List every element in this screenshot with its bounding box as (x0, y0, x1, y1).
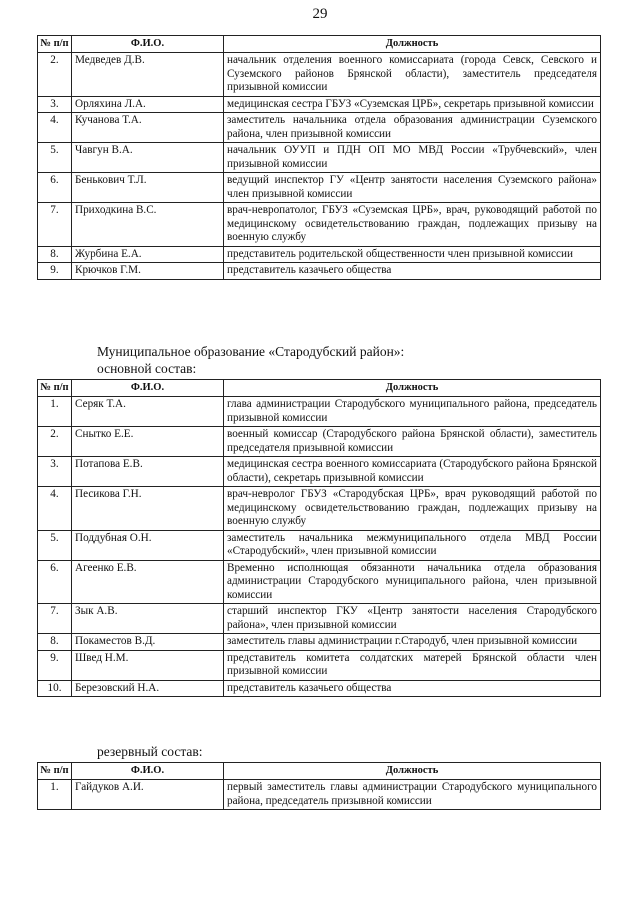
member-name: Поддубная О.Н. (72, 530, 224, 560)
member-name: Медведев Д.В. (72, 53, 224, 97)
header-name: Ф.И.О. (72, 763, 224, 780)
member-name: Чавгун В.А. (72, 143, 224, 173)
table-row (38, 427, 601, 457)
commission-table-2 (37, 379, 601, 697)
header-name: Ф.И.О. (72, 380, 224, 397)
table-row (38, 560, 601, 604)
member-name: Агеенко Е.В. (72, 560, 224, 604)
member-name: Снытко Е.Е. (72, 427, 224, 457)
member-name: Потапова Е.В. (72, 457, 224, 487)
section-heading (37, 343, 600, 377)
table-row (38, 397, 601, 427)
row-number: 7. (38, 203, 72, 247)
member-name: Покаместов В.Д. (72, 634, 224, 651)
table-row (38, 96, 601, 113)
member-name: Песикова Г.Н. (72, 487, 224, 531)
header-position: Должность (224, 36, 601, 53)
member-position: заместитель главы администрации г.Стародуб, член призывной комиссии (224, 634, 601, 651)
row-number: 8. (38, 246, 72, 263)
table-body-3 (38, 780, 601, 810)
row-number: 6. (38, 560, 72, 604)
table-body-1 (38, 53, 601, 280)
member-name: Кучанова Т.А. (72, 113, 224, 143)
header-num: № п/п (38, 36, 72, 53)
member-position: врач-невропатолог, ГБУЗ «Суземская ЦРБ», врач, руководящий работой по медицинскому освидетельствованию граждан, подлежащих призыву на военную службу (224, 203, 601, 247)
row-number: 10. (38, 680, 72, 697)
member-position: заместитель начальника межмуниципального отдела МВД России «Стародубский», член призывной комиссии (224, 530, 601, 560)
row-number: 2. (38, 53, 72, 97)
member-position: представитель родительской общественности член призывной комиссии (224, 246, 601, 263)
member-position: медицинская сестра ГБУЗ «Суземская ЦРБ», секретарь призывной комиссии (224, 96, 601, 113)
section-starodub-reserve (37, 743, 600, 810)
member-name: Крючков Г.М. (72, 263, 224, 280)
header-position: Должность (224, 763, 601, 780)
row-number: 1. (38, 397, 72, 427)
section-suzemka-continued (37, 35, 600, 280)
row-number: 3. (38, 96, 72, 113)
member-position: представитель комитета солдатских матерей Брянской области член призывной комиссии (224, 650, 601, 680)
header-num: № п/п (38, 380, 72, 397)
table-header-row (38, 380, 601, 397)
table-row (38, 246, 601, 263)
municipality-title: Муниципальное образование «Стародубский район»: (97, 344, 405, 359)
header-num: № п/п (38, 763, 72, 780)
member-name: Орляхина Л.А. (72, 96, 224, 113)
table-row (38, 780, 601, 810)
member-name: Бенькович Т.Л. (72, 173, 224, 203)
member-position: медицинская сестра военного комиссариата (Стародубского района Брянской области), секретарь призывной комиссии (224, 457, 601, 487)
row-number: 7. (38, 604, 72, 634)
row-number: 1. (38, 780, 72, 810)
member-position: заместитель начальника отдела образования администрации Суземского района, член призывной комиссии (224, 113, 601, 143)
header-name: Ф.И.О. (72, 36, 224, 53)
row-number: 3. (38, 457, 72, 487)
table-row (38, 680, 601, 697)
member-position: глава администрации Стародубского муниципального района, председатель призывной комиссии (224, 397, 601, 427)
commission-table-3 (37, 762, 601, 810)
member-name: Гайдуков А.И. (72, 780, 224, 810)
table-row (38, 113, 601, 143)
row-number: 9. (38, 650, 72, 680)
row-number: 4. (38, 113, 72, 143)
table-row (38, 650, 601, 680)
member-name: Швед Н.М. (72, 650, 224, 680)
member-position: военный комиссар (Стародубского района Брянской области), заместитель председателя призывной комиссии (224, 427, 601, 457)
member-position: представитель казачьего общества (224, 263, 601, 280)
member-position: начальник отделения военного комиссариата (города Севск, Севского и Суземского районов Брянской области), заместитель председателя призывной комиссии (224, 53, 601, 97)
member-position: первый заместитель главы администрации Стародубского муниципального района, председатель призывной комиссии (224, 780, 601, 810)
member-name: Журбина Е.А. (72, 246, 224, 263)
table-row (38, 53, 601, 97)
table-row (38, 203, 601, 247)
row-number: 9. (38, 263, 72, 280)
composition-label: основной состав: (97, 361, 197, 376)
row-number: 5. (38, 530, 72, 560)
commission-table-1 (37, 35, 601, 280)
member-name: Зык А.В. (72, 604, 224, 634)
row-number: 6. (38, 173, 72, 203)
row-number: 5. (38, 143, 72, 173)
table-row (38, 604, 601, 634)
row-number: 4. (38, 487, 72, 531)
table-row (38, 173, 601, 203)
table-header-row (38, 763, 601, 780)
member-position: ведущий инспектор ГУ «Центр занятости населения Суземского района» член призывной комиссии (224, 173, 601, 203)
row-number: 2. (38, 427, 72, 457)
member-position: врач-невролог ГБУЗ «Стародубская ЦРБ», врач руководящий работой по медицинскому освидетельствованию граждан, подлежащих призыву на военную службу (224, 487, 601, 531)
member-name: Серяк Т.А. (72, 397, 224, 427)
table-row (38, 487, 601, 531)
table-row (38, 263, 601, 280)
header-position: Должность (224, 380, 601, 397)
member-name: Березовский Н.А. (72, 680, 224, 697)
table-row (38, 530, 601, 560)
member-name: Приходкина В.С. (72, 203, 224, 247)
table-header-row (38, 36, 601, 53)
page-number: 29 (312, 6, 328, 22)
composition-label: резервный состав: (97, 744, 203, 759)
section-starodub-main (37, 343, 600, 697)
member-position: представитель казачьего общества (224, 680, 601, 697)
table-row (38, 634, 601, 651)
section-heading (37, 743, 600, 760)
table-body-2 (38, 397, 601, 697)
member-position: начальник ОУУП и ПДН ОП МО МВД России «Трубчевский», член призывной комиссии (224, 143, 601, 173)
member-position: Временно исполнющая обязанноти начальника отдела образования администрации Стародубского муниципального района, член призывной комиссии (224, 560, 601, 604)
table-row (38, 457, 601, 487)
row-number: 8. (38, 634, 72, 651)
table-row (38, 143, 601, 173)
member-position: старший инспектор ГКУ «Центр занятости населения Стародубского района», член призывной комиссии (224, 604, 601, 634)
